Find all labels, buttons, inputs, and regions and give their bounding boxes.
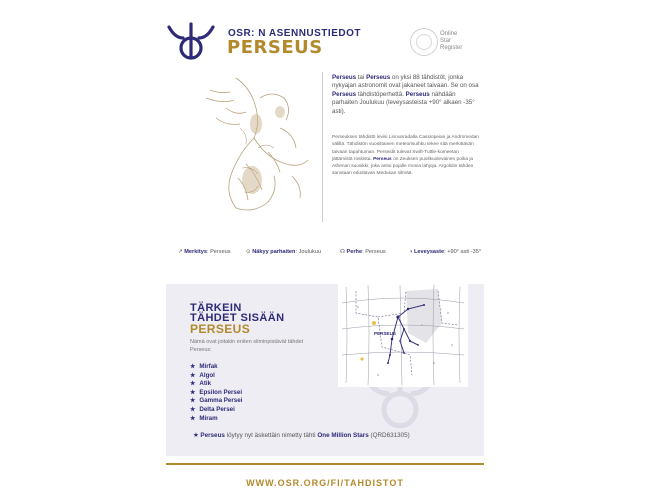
fact-meaning: ↗ Merkitys: Perseus <box>178 249 231 255</box>
star-name: Miram <box>199 414 218 422</box>
star-name: Delta Persei <box>199 405 235 413</box>
panel-description: Nämä ovat joitakin eniten silminpistävät tähdet Perseus: <box>190 339 304 353</box>
register-inner-ring-icon <box>416 34 432 50</box>
myth-name: Perseus <box>373 156 392 162</box>
star-name: Gamma Persei <box>199 397 243 405</box>
fact-best-visible-label: Näkyy parhaiten <box>252 249 296 255</box>
star-name: Mirfak <box>199 363 218 370</box>
star-icon: ★ <box>190 364 196 370</box>
star-name: Algol <box>199 371 215 379</box>
intro-name-2: Perseus <box>366 74 391 81</box>
fact-meaning-label: Merkitys <box>184 249 207 255</box>
osr-logo <box>166 22 216 62</box>
fact-latitude-value: +90° asti -35° <box>447 249 482 255</box>
fact-best-visible: ⊙ Näkyy parhaiten: Joulukuu <box>246 249 321 255</box>
intro-text-1: tai <box>356 74 367 81</box>
perseus-illustration <box>196 68 316 218</box>
star-icon: ★ <box>190 406 196 413</box>
intro-name-1: Perseus <box>332 74 357 81</box>
list-item <box>190 406 242 415</box>
intro-text-4: nähdään parhaiten Joulukuu (leveysasteista +90° alkaen -35° asti). <box>332 90 475 115</box>
intro-text-2: on yksi 88 tähdistöt, jonka nykyajan astronomit ovat jakaneet taivaan. Se on osa <box>332 74 479 90</box>
online-star-register-logo <box>410 28 480 56</box>
note-text: löytyy nyt äskettäin nimetty tähti <box>224 432 318 439</box>
star-icon: ★ <box>190 415 196 422</box>
header-title: OSR: N ASENNUSTIEDOT <box>228 28 361 39</box>
eye-icon: ⊙ <box>246 249 251 255</box>
fact-latitude-label: Leveysaste <box>413 249 445 255</box>
footer-divider <box>166 463 484 465</box>
column-divider <box>322 72 323 222</box>
named-star-note <box>193 432 410 439</box>
fact-meaning-value: Perseus <box>210 249 231 255</box>
list-item <box>190 363 242 372</box>
panel-heading-1: TÄRKEIN <box>190 302 242 314</box>
panel-heading-2: TÄHDET SISÄÄN <box>190 312 285 324</box>
constellation-map <box>338 283 468 387</box>
star-icon: ★ <box>190 389 196 396</box>
arrow-icon: ↗ <box>178 249 183 255</box>
intro-name-4: Perseus <box>405 90 430 98</box>
fact-family: ☊ Perhe: Perseus <box>340 249 386 255</box>
note-brand: One Million Stars <box>317 432 369 439</box>
register-line-2: Star <box>440 38 452 44</box>
intro-name-3: Perseus <box>332 90 357 98</box>
star-icon: ★ <box>193 432 199 439</box>
myth-text-2: on Zeuksen puolikuolevainen poika ja Athenan suosikki, joka antoi pojalle monia lahjoja. Argolidin tähden sanotaan edustavan Medusan silmää. <box>332 156 474 177</box>
star-icon: ★ <box>190 372 196 379</box>
intro-text-3: tähdistöperhettä. <box>356 90 406 98</box>
myth-text-1: Perseuksen tähdistö levisi Linnunradalla Cassiopeian ja Andromedan välillä. Tähdistön vuosittainen meteorisuihku tekee sitä merkittävän taivaan tapahtuman. Perseidit tulevat Swift-Tuttle-komeetan jättämistä roskista. <box>332 135 479 162</box>
globe-icon: ◑ <box>409 249 413 255</box>
list-item <box>190 389 242 398</box>
footer-url[interactable]: WWW.OSR.ORG/FI/TAHDISTOT <box>246 478 404 488</box>
map-label: PERSEUS <box>374 331 396 336</box>
constellation-name: PERSEUS <box>227 37 323 58</box>
family-icon: ☊ <box>340 249 345 255</box>
star-icon: ★ <box>190 398 196 405</box>
star-name: Atik <box>199 380 212 388</box>
list-item <box>190 372 242 381</box>
note-code: (QRD631305) <box>368 432 410 439</box>
myth-paragraph <box>332 134 480 178</box>
fact-best-visible-value: Joulukuu <box>298 249 321 255</box>
fact-family-value: Perseus <box>365 249 386 255</box>
panel-constellation-name: PERSEUS <box>190 322 251 336</box>
register-line-1: Online <box>440 31 458 37</box>
register-line-3: Register <box>440 45 463 51</box>
note-name: Perseus <box>200 432 225 439</box>
list-item <box>190 415 242 424</box>
fact-family-label: Perhe <box>346 249 363 255</box>
list-item <box>190 397 242 406</box>
intro-paragraph <box>332 74 480 116</box>
star-list <box>190 363 242 423</box>
list-item <box>190 380 242 389</box>
fact-latitude: ◑ Leveysaste: +90° asti -35° <box>409 249 482 255</box>
star-name: Epsilon Persei <box>199 388 243 396</box>
star-icon: ★ <box>190 381 196 388</box>
